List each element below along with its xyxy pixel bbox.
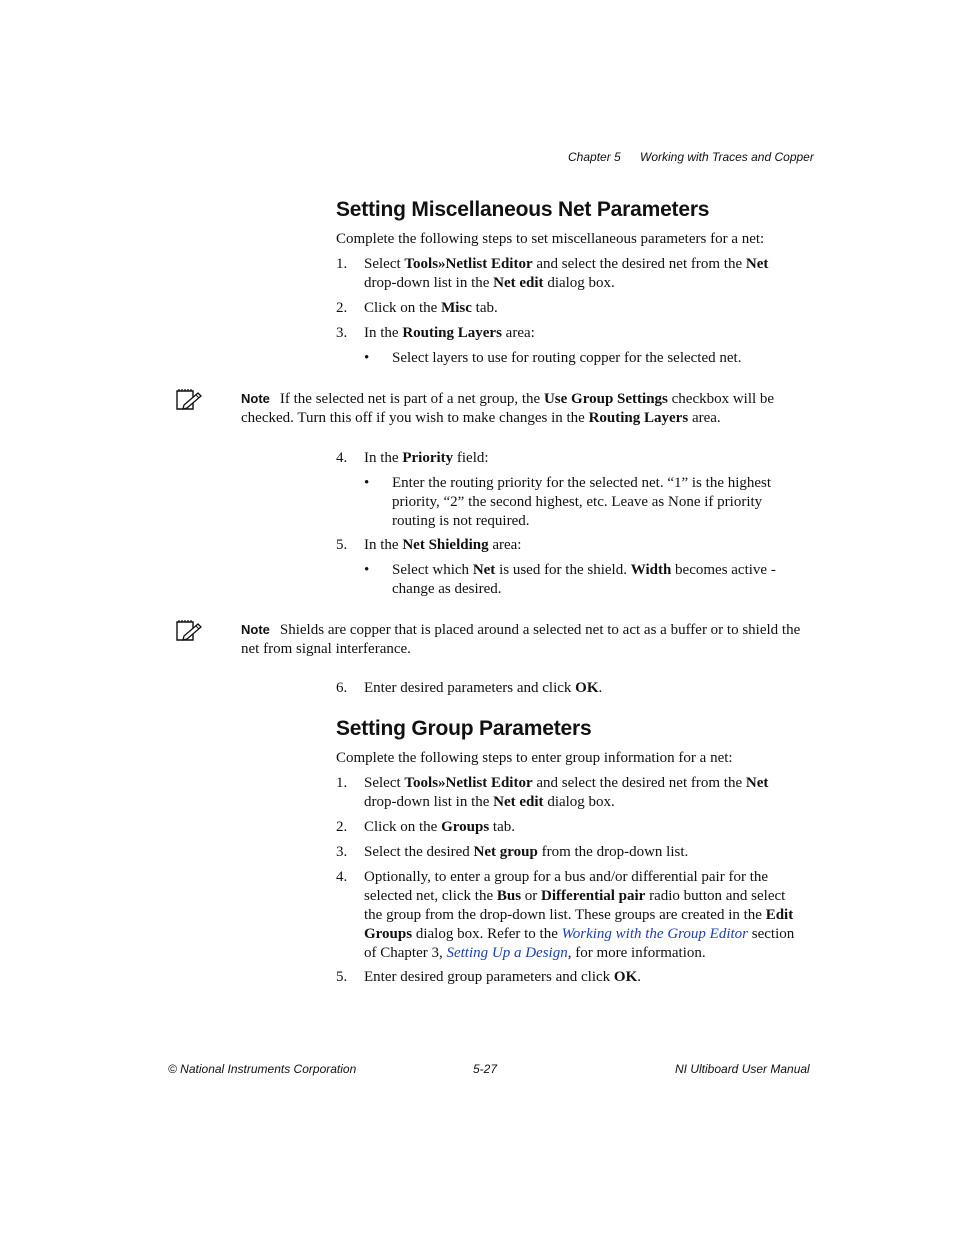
step-number: 3. [336, 844, 348, 860]
list-item: 1. Select Tools»Netlist Editor and select the desired net from the Net drop-down list in the Net edit dialog box. [336, 775, 769, 810]
note-box: Note Shields are copper that is placed around a selected net to act as a buffer or to shield the net from signal interferance. [241, 622, 801, 657]
bullet-icon: • [364, 350, 370, 366]
step-number: 2. [336, 819, 348, 835]
list-item: 4. Optionally, to enter a group for a bus and/or differential pair for the selected net, click the Bus or Differential pair radio button and select the group from the drop-down list. These groups are created in the Edit Groups dialog box. Refer to the Working with the Group Editor section of Chapter 3, Setting Up a Design, for more information. [336, 869, 795, 961]
bullet-item: • Select which Net is used for the shield. Width becomes active - change as desired. [364, 562, 776, 597]
list-item: 2. Click on the Misc tab. [336, 300, 498, 316]
list-item: 4. In the Priority field: [336, 450, 489, 466]
note-pencil-icon [175, 387, 203, 413]
header-chapter: Chapter 5 [568, 150, 621, 164]
step-number: 4. [336, 869, 348, 885]
section-heading-misc: Setting Miscellaneous Net Parameters [336, 198, 710, 221]
section-intro-misc: Complete the following steps to set miscellaneous parameters for a net: [336, 231, 765, 247]
footer-copyright: © National Instruments Corporation [168, 1062, 357, 1076]
section-intro-group: Complete the following steps to enter group information for a net: [336, 750, 733, 766]
list-item: 1. Select Tools»Netlist Editor and select the desired net from the Net drop-down list in the Net edit dialog box. [336, 256, 769, 291]
link-group-editor[interactable]: Working with the Group Editor [561, 926, 749, 942]
footer-page-number: 5-27 [473, 1062, 498, 1076]
step-number: 6. [336, 680, 348, 696]
list-item: 2. Click on the Groups tab. [336, 819, 515, 835]
bullet-item: • Enter the routing priority for the selected net. “1” is the highest priority, “2” the second highest, etc. Leave as None if priority routing is not required. [364, 475, 772, 529]
step-number: 5. [336, 969, 348, 985]
list-item: 3. Select the desired Net group from the drop-down list. [336, 844, 689, 860]
step-number: 3. [336, 325, 348, 341]
list-item: 5. In the Net Shielding area: [336, 537, 522, 553]
header-title: Working with Traces and Copper [640, 150, 814, 164]
bullet-icon: • [364, 475, 370, 491]
bullet-icon: • [364, 562, 370, 578]
note-pencil-icon [175, 618, 203, 644]
section-heading-group: Setting Group Parameters [336, 717, 592, 740]
step-number: 1. [336, 256, 348, 272]
note-label: Note [241, 622, 270, 637]
footer-manual-title: NI Ultiboard User Manual [675, 1062, 810, 1076]
list-item: 6. Enter desired parameters and click OK. [336, 680, 603, 696]
note-box: Note If the selected net is part of a net group, the Use Group Settings checkbox will be checked. Turn this off if you wish to make changes in the Routing Layers area. [241, 391, 775, 426]
step-number: 2. [336, 300, 348, 316]
link-setting-up-design[interactable]: Setting Up a Design [446, 945, 568, 961]
list-item: 3. In the Routing Layers area: [336, 325, 535, 341]
note-label: Note [241, 391, 270, 406]
bullet-item: • Select layers to use for routing copper for the selected net. [364, 350, 742, 366]
step-number: 1. [336, 775, 348, 791]
list-item: 5. Enter desired group parameters and click OK. [336, 969, 641, 985]
step-number: 5. [336, 537, 348, 553]
step-number: 4. [336, 450, 348, 466]
